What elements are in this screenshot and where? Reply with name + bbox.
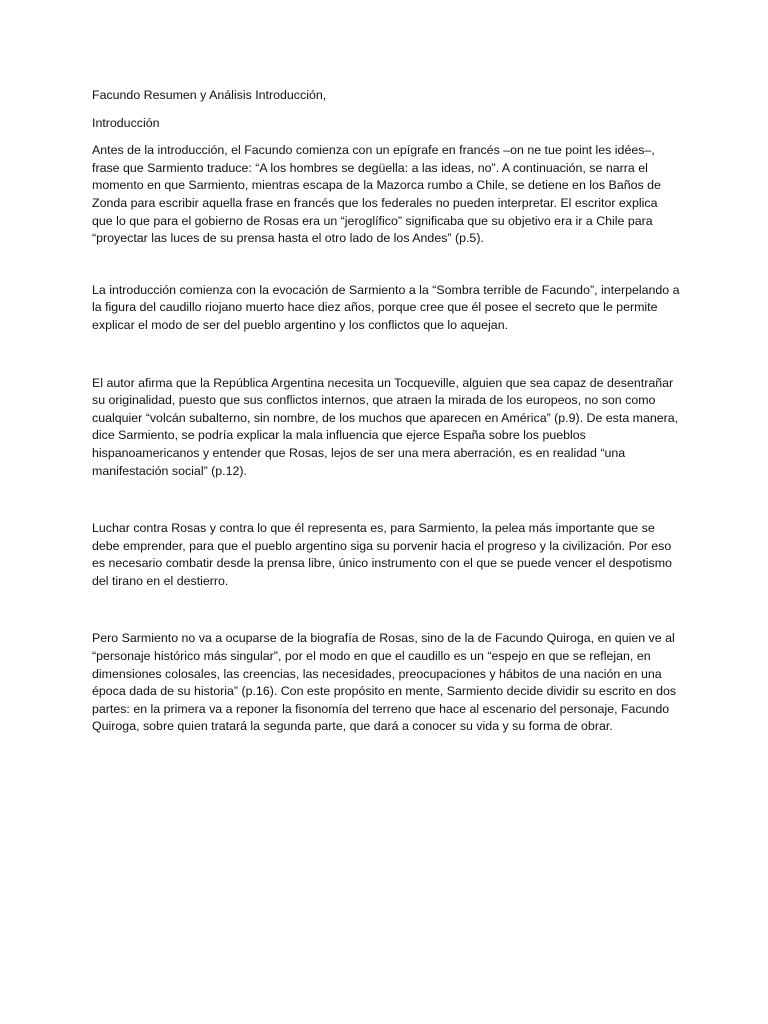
paragraph-struggle: Luchar contra Rosas y contra lo que él representa es, para Sarmiento, la pelea más importante que se debe emprender, para que el pueblo argentino siga su porvenir hacia el progreso y la civilización. Por eso es necesario combatir desde la prensa libre, único instrumento con el que se puede vencer el despotismo del tirano en el destierro. [92, 521, 672, 588]
paragraph-biography: Pero Sarmiento no va a ocuparse de la biografía de Rosas, sino de la de Facundo Quiroga, en quien ve al “personaje histórico más singular”, por el modo en que el caudillo es un “espejo en que se reflejan, en dimensiones colosales, las creencias, las necesidades, preocupaciones y hábitos de una nación en una época dada de su historia” (p.16). Con este propósito en mente, Sarmiento decide dividir su escrito en dos partes: en la primera va a reponer la fisonomía del terreno que hace al escenario del personaje, Facundo Quiroga, sobre quien tratará la segunda parte, que dará a conocer su vida y su forma de obrar. [92, 631, 677, 734]
paragraph-tocqueville: El autor afirma que la República Argentina necesita un Tocqueville, alguien que sea capaz de desentrañar su originalidad, puesto que sus conflictos internos, que atraen la mirada de los europeos, no son como cualquier “volcán subalterno, sin nombre, de los muchos que aparecen en América” (p.9). De esta manera, dice Sarmiento, se podría explicar la mala influencia que ejerce España sobre los pueblos hispanoamericanos y entender que Rosas, lejos de ser una mera aberración, es en realidad “una manifestación social” (p.12). [92, 375, 679, 478]
section-heading: Introducción [92, 115, 160, 130]
document-title: Facundo Resumen y Análisis Introducción, [92, 88, 327, 102]
paragraph-evocation: La introducción comienza con la evocación de Sarmiento a la “Sombra terrible de Facundo”, interpelando a la figura del caudillo riojano muerto hace diez años, porque cree que él posee el secreto que le permite explicar el modo de ser del pueblo argentino y los conflictos que lo aquejan. [92, 282, 680, 332]
paragraph-epigraph: Antes de la introducción, el Facundo comienza con un epígrafe en francés –on ne tue point les idées–, frase que Sarmiento traduce: “A los hombres se degüella: a las ideas, no”. A continuación, se narra el momento en que Sarmiento, mientras escapa de la Mazorca rumbo a Chile, se detiene en los Baños de Zonda para escribir aquella frase en francés que los federales no pueden interpretar. El escritor explica que lo que para el gobierno de Rosas era un “jeroglífico” significaba que su objetivo era ir a Chile para “proyectar las luces de su prensa hasta el otro lado de los Andes” (p.5). [92, 143, 661, 246]
